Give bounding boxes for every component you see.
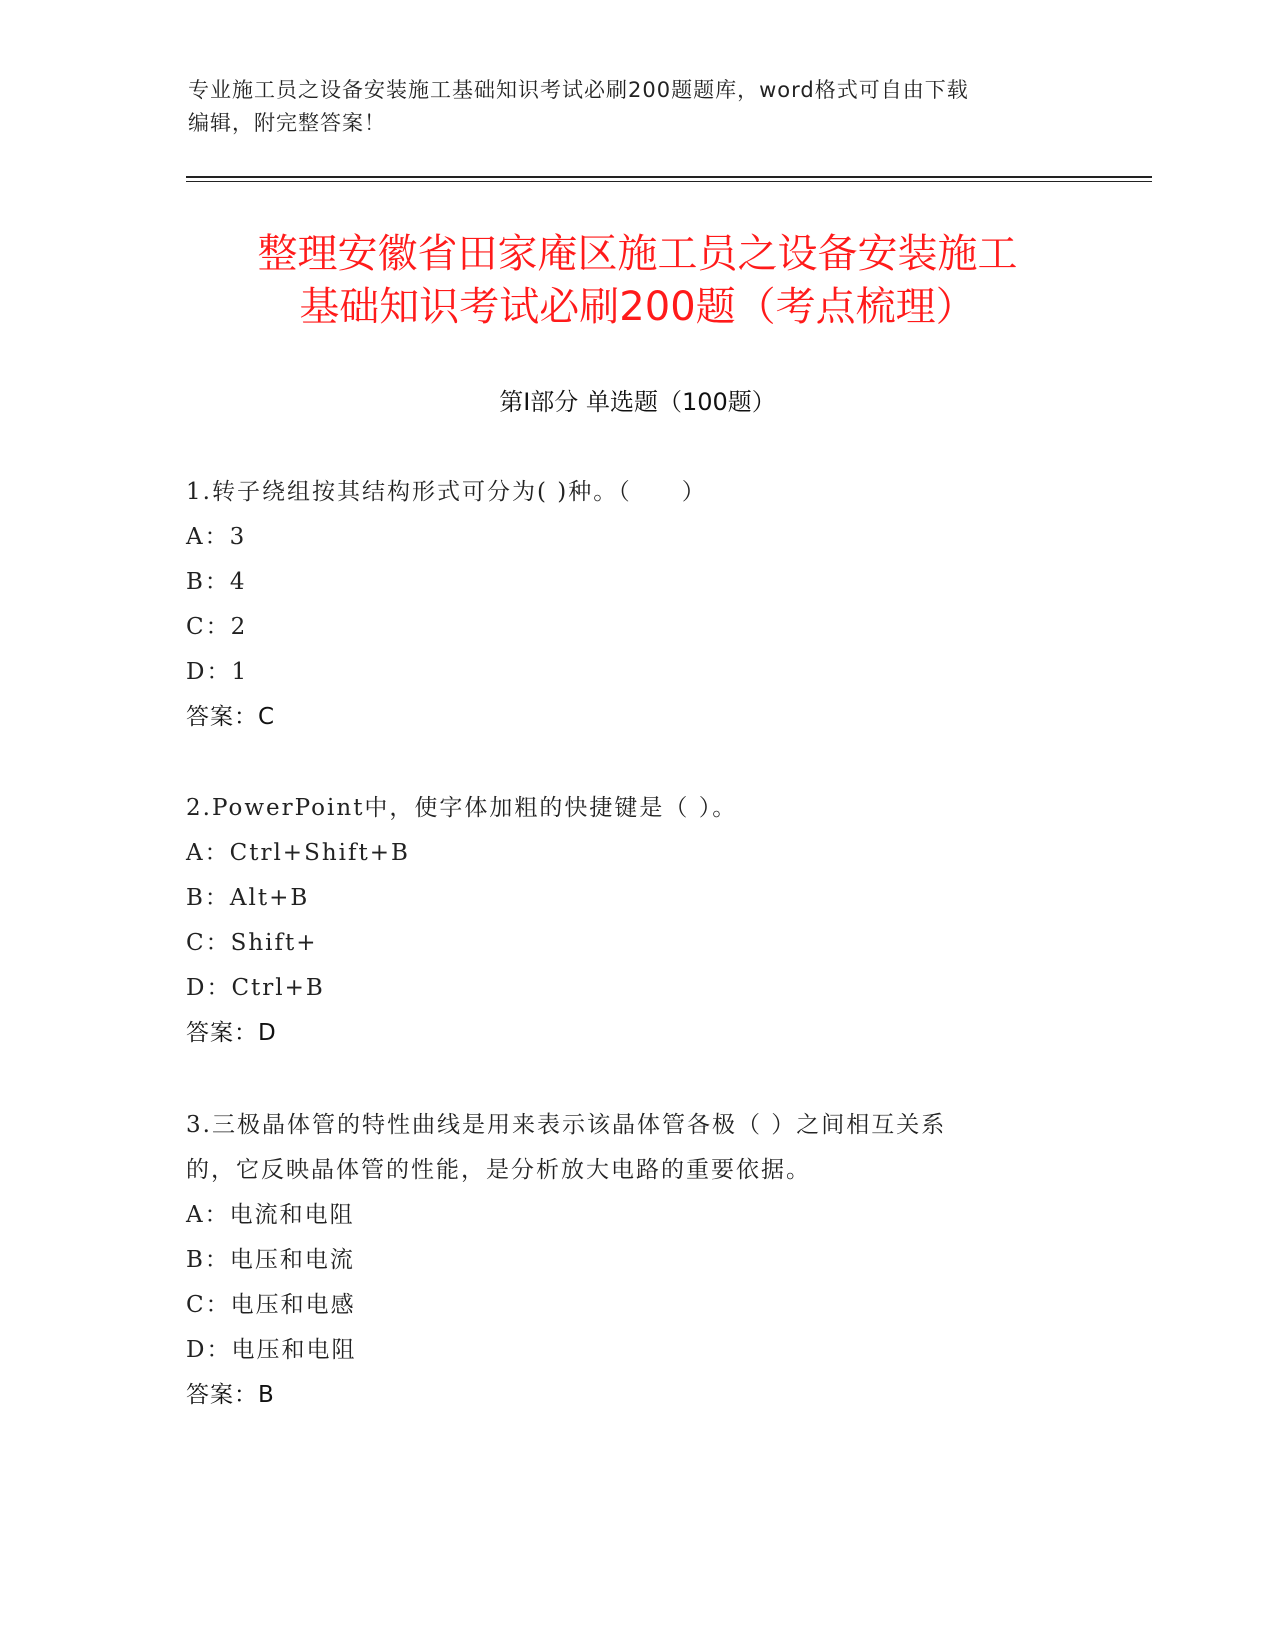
question-2 <box>186 786 1086 1056</box>
answer: 答案：D <box>186 1020 277 1046</box>
question-3 <box>186 1103 1086 1418</box>
section-title: 第Ⅰ部分 单选题（100题） <box>499 388 776 416</box>
header-divider-thick <box>186 176 1152 178</box>
option-d: D：1 <box>186 659 249 685</box>
option-d: D：Ctrl+B <box>186 975 325 1001</box>
question-stem-line-1: 3.三极晶体管的特性曲线是用来表示该晶体管各极（ ）之间相互关系 <box>186 1112 947 1138</box>
header-note <box>188 74 1088 140</box>
answer: 答案：B <box>186 1382 275 1408</box>
option-a: A：Ctrl+Shift+B <box>186 840 410 866</box>
option-c: C：Shift+ <box>186 930 318 956</box>
question-stem: 1.转子绕组按其结构形式可分为( )种。（ ） <box>186 479 707 505</box>
header-note-line-2: 编辑，附完整答案！ <box>188 111 386 135</box>
question-stem-line-2: 的，它反映晶体管的性能，是分析放大电路的重要依据。 <box>186 1157 811 1183</box>
document-title-line-1: 整理安徽省田家庵区施工员之设备安装施工 <box>257 231 1018 277</box>
option-a: A：电流和电阻 <box>186 1202 355 1228</box>
question-stem: 2.PowerPoint中，使字体加粗的快捷键是（ ）。 <box>186 795 738 821</box>
option-d: D：电压和电阻 <box>186 1337 357 1363</box>
header-note-line-1: 专业施工员之设备安装施工基础知识考试必刷200题题库，word格式可自由下载 <box>188 78 969 102</box>
option-b: B：4 <box>186 569 247 595</box>
answer: 答案：C <box>186 704 276 730</box>
option-b: B：Alt+B <box>186 885 310 911</box>
question-1 <box>186 470 1086 740</box>
document-title-line-2: 基础知识考试必刷200题（考点梳理） <box>299 284 976 330</box>
document-title <box>150 228 1125 334</box>
option-c: C：2 <box>186 614 248 640</box>
option-b: B：电压和电流 <box>186 1247 355 1273</box>
option-c: C：电压和电感 <box>186 1292 356 1318</box>
header-divider-thin <box>186 181 1152 182</box>
option-a: A：3 <box>186 524 247 550</box>
